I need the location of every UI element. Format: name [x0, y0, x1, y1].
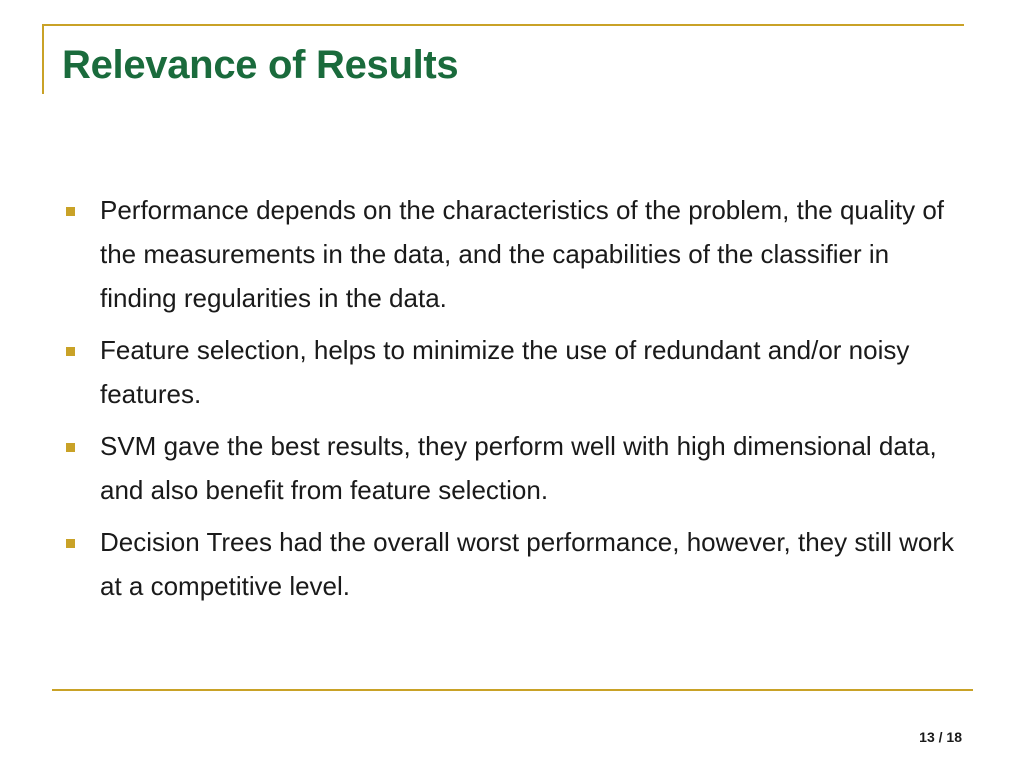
bullet-item — [62, 188, 962, 320]
bullet-text: Feature selection, helps to minimize the use of redundant and/or noisy features. — [100, 335, 910, 409]
bullet-text: Decision Trees had the overall worst performance, however, they still work at a competitive level. — [100, 527, 955, 601]
title-frame-left-rule — [42, 24, 44, 94]
square-bullet-icon — [66, 539, 75, 548]
page-number: 13 / 18 — [919, 729, 962, 745]
square-bullet-icon — [66, 443, 75, 452]
bullet-item — [62, 328, 962, 416]
footer-rule — [52, 689, 973, 691]
square-bullet-icon — [66, 347, 75, 356]
bullet-list — [62, 188, 962, 616]
bullet-item — [62, 424, 962, 512]
square-bullet-icon — [66, 207, 75, 216]
title-frame-top-rule — [42, 24, 964, 26]
slide-title: Relevance of Results — [62, 43, 459, 87]
bullet-text: Performance depends on the characteristics of the problem, the quality of the measurements in the data, and the capabilities of the classifier in finding regularities in the data. — [100, 195, 945, 313]
bullet-text: SVM gave the best results, they perform well with high dimensional data, and also benefit from feature selection. — [100, 431, 937, 505]
bullet-item — [62, 520, 962, 608]
